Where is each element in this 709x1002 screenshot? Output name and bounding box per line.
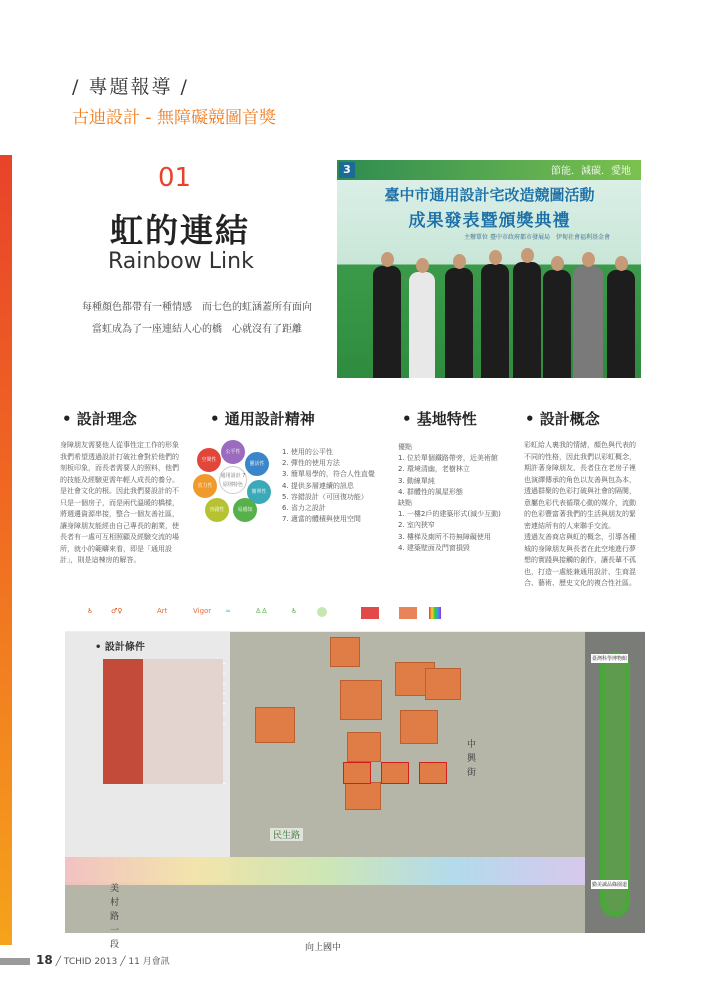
plan-legend	[65, 602, 645, 632]
list-item: 6. 省力之設計	[282, 504, 326, 513]
restroom-icon: ♂♀	[111, 607, 123, 615]
person-figure	[573, 266, 603, 378]
legend-art: Art	[157, 607, 168, 615]
site-plan	[65, 602, 645, 953]
list-item: 4. 群體性的風屋形態	[398, 487, 463, 496]
award-ceremony-photo	[337, 160, 641, 378]
list-item: 2. 環境清幽，老樹林立	[398, 465, 470, 474]
design-conditions-panel	[65, 632, 230, 882]
list-item: 7. 適當的體積與使用空間	[282, 515, 361, 524]
wheel-petal: 公平性	[221, 440, 245, 464]
side-accent-bar	[0, 155, 12, 945]
legend-orange-swatch	[399, 607, 417, 619]
footer-text: ╱ TCHID 2013 ╱ 11 月會訊	[55, 957, 170, 967]
list-item: 2. 室內狹窄	[398, 521, 435, 530]
target-building	[381, 762, 409, 784]
wheel-petal: 簡單性	[247, 480, 271, 504]
column-kicker: / 專題報導 /	[72, 76, 189, 98]
intro-line: 當虹成為了一座連結人心的橋 心就沒有了距離	[92, 324, 302, 335]
page-number: 18	[36, 953, 53, 967]
wheel-petal: 易感知	[233, 498, 257, 522]
legend-green-dot	[317, 607, 327, 617]
wifi-icon: ≈	[225, 607, 231, 615]
list-item: 2. 彈性的使用方法	[282, 459, 340, 468]
design-concept-text-2: 透過友善商店與虹的概念，引導各種城的身障朋友與長者在此空地進行夢想的實踐與接觸的創作，讓長輩不孤也，打造一處能兼通用設計、生商混合、藝術、歷史文化的複合性社區。	[524, 533, 636, 587]
list-item: 5. 容錯設計（可回復功能）	[282, 492, 368, 501]
photo-banner-title: 臺中市通用設計宅改造競圖活動	[384, 186, 595, 204]
article-number: 01	[158, 163, 192, 193]
list-heading: 缺點	[398, 499, 412, 508]
list-item: 4. 建築壁面及門窗損毀	[398, 543, 470, 552]
list-item: 3. 簡單易學的，符合人性直覺	[282, 470, 375, 479]
page-footer	[36, 953, 170, 967]
building	[347, 732, 381, 762]
people-icon: ♙♙	[255, 607, 268, 615]
table-row	[103, 684, 225, 694]
location-map	[585, 632, 645, 933]
building	[425, 668, 461, 700]
legend-red-swatch	[361, 607, 379, 619]
table-row	[103, 664, 225, 674]
person-figure	[481, 264, 509, 378]
list-heading: 優點	[398, 443, 412, 451]
photo-banner-subtitle: 成果發表暨頒獎典禮	[408, 211, 571, 231]
ud-principles-wheel	[193, 440, 273, 520]
person-figure	[607, 270, 635, 378]
person-figure	[409, 272, 435, 378]
design-idea-text: 身障朋友需要他人從事性定工作的形象我們希望透過設計打破社會對於他們的刻板印象，而長者需要人的照料，他們的技能及經驗更需年輕人成長的養分。是社會文化的根。因此我們要設計的不只是一個房子，而是兩代溫暖的橋樑，將週邊資源串接，整合一個友善社區，讓身障朋友能經由自己專長的創業，使長者有一處可互相照顧及經驗交流的場所，就小的範疇來看，即是「通用設計」，則是這棟房的解答。	[60, 441, 179, 564]
list-item: 4. 提供多層連續的訊息	[282, 481, 354, 490]
legend-vigor: Vigor	[193, 607, 212, 615]
wheel-center: 通用設計 7原則特色	[219, 466, 247, 494]
person-figure	[513, 262, 541, 378]
list-item: 1. 使用的公平性	[282, 448, 333, 456]
ud-principles-list	[282, 447, 375, 525]
legend-rainbow-swatch	[429, 607, 441, 619]
cross-road-label: 中興街	[467, 740, 477, 778]
table-row	[103, 704, 225, 714]
article-intro	[62, 297, 332, 341]
wheel-petal: 省力性	[193, 474, 217, 498]
wheel-petal: 空間性	[197, 448, 221, 472]
target-building	[343, 762, 371, 784]
list-item: 1. 一樓2戶的建築形式(減少互動)	[398, 510, 501, 519]
article-title-en: Rainbow Link	[108, 249, 254, 274]
map-label: 臺灣科學博物館	[592, 656, 628, 662]
table-row	[103, 654, 225, 664]
target-building	[419, 762, 447, 784]
road-name-label: 民生路	[270, 828, 303, 841]
person-figure	[543, 270, 571, 378]
person-figure	[445, 268, 473, 378]
building	[345, 782, 381, 810]
plan-aerial-view	[65, 632, 585, 953]
map-label: 勤美誠品綠園道	[592, 882, 628, 888]
building	[255, 707, 295, 743]
site-features-list	[398, 442, 501, 554]
photo-header-text: 節能．減碳．愛地	[551, 166, 631, 177]
building	[340, 680, 382, 720]
wheel-petal: 靈活性	[245, 452, 269, 476]
vertical-road-label: 美村路一段	[110, 884, 120, 950]
school-label: 向上國中	[305, 943, 342, 953]
photo-banner-organizers: 主辦單位 臺中市政府都市發展局 伊甸社會福利基金會	[464, 234, 610, 241]
conditions-table	[103, 654, 225, 784]
list-item: 1. 位於單個鐵路帶旁，近美術館	[398, 454, 498, 463]
wheelchair-green-icon: ♿	[291, 607, 298, 615]
wheelchair-icon: ♿	[87, 607, 94, 615]
wheel-petal: 容錯性	[205, 498, 229, 522]
section-heading-design-idea: • 設計理念	[62, 410, 137, 428]
section-heading-design-concept: • 設計概念	[525, 410, 600, 428]
building	[330, 637, 360, 667]
intro-line: 每種顏色都帶有一種情感 而七色的虹涵蓋所有面向	[82, 302, 312, 313]
photo-number-badge: 3	[339, 162, 355, 178]
list-item: 3. 樓梯及廁所不符無障礙使用	[398, 532, 491, 541]
green-corridor	[600, 652, 630, 917]
design-concept-text: 彩虹給人裏我的情緒，顏色與代表的不同的性格，因此我們以彩虹概念，期許著身障朋友、長者住在老房子裡也演繹傳承的角色以友善與包為本，透過群聚的色彩打破與社會的隔閡，意屬色彩代表循環心動的媒介，流動的色彩豐富著我們的生活與朋友的緊密連結所有的人來聯手交流。	[524, 441, 636, 530]
table-row	[103, 674, 225, 684]
list-item: 3. 動線單純	[398, 476, 435, 485]
section-heading-ud-spirit: • 通用設計精神	[210, 410, 315, 428]
person-figure	[373, 266, 401, 378]
conditions-title: • 設計條件	[95, 642, 145, 653]
column-subtitle: 古迪設計 - 無障礙競圖首獎	[72, 108, 276, 128]
article-title-zh: 虹的連結	[110, 211, 250, 250]
section-heading-site-features: • 基地特性	[402, 410, 477, 428]
table-row	[103, 694, 225, 704]
footer-accent	[0, 958, 30, 965]
table-row	[103, 724, 225, 784]
table-row	[103, 714, 225, 724]
rainbow-road	[65, 857, 585, 885]
building	[400, 710, 438, 744]
